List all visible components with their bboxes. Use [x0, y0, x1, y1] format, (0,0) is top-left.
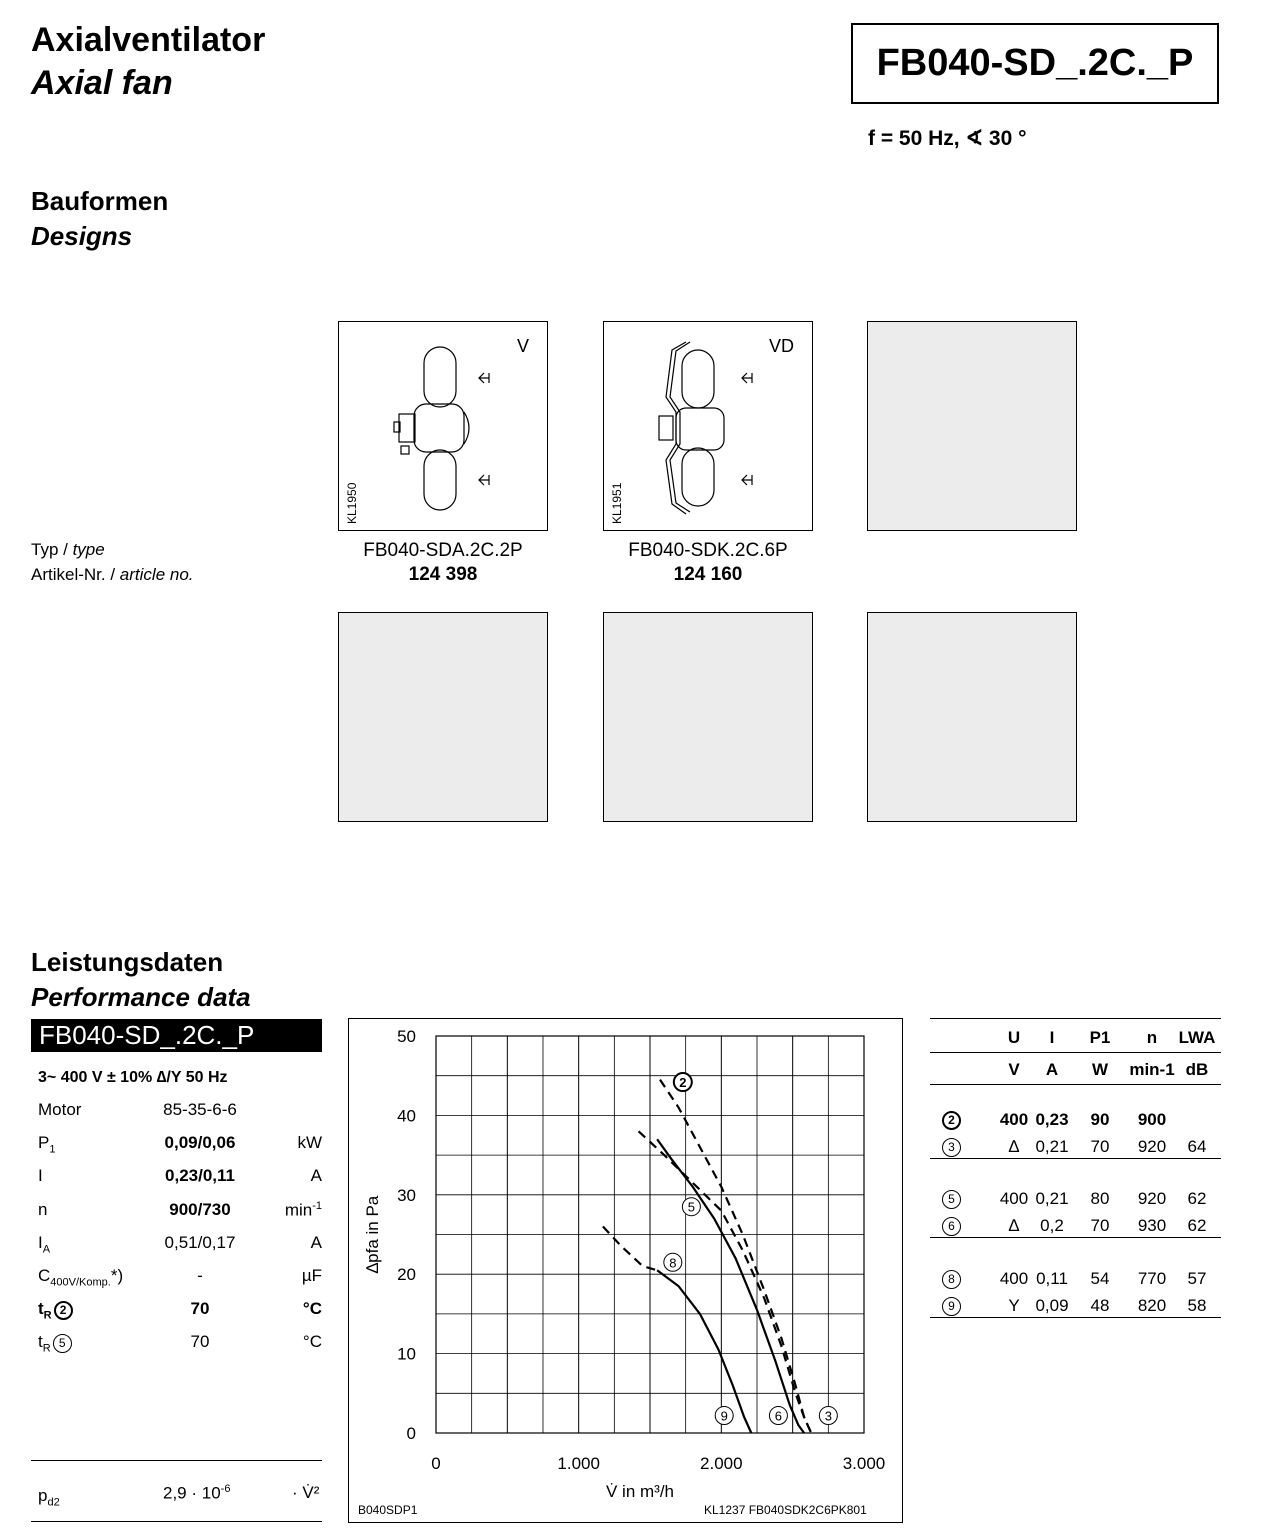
cell-speed: 900 — [1137, 1110, 1167, 1129]
curve-marker-icon: 5 — [942, 1190, 961, 1209]
performance-title-english: Performance data — [31, 982, 251, 1012]
design-placeholder — [867, 612, 1077, 822]
cell-sound: 62 — [1187, 1189, 1207, 1208]
curve-8 — [603, 1227, 657, 1271]
cell-sound: 57 — [1187, 1269, 1207, 1288]
col-header: n — [1146, 1028, 1158, 1047]
cell-current: 0,23 — [1035, 1110, 1069, 1129]
title-english: Axial fan — [31, 64, 173, 102]
type-label: Typ / type — [31, 540, 105, 559]
fan-v-drawing-icon — [339, 322, 549, 532]
cell-power: 80 — [1090, 1189, 1110, 1208]
pd2-label: $p_{d2}$ — [38, 1486, 60, 1509]
spec-value: 70 — [190, 1332, 210, 1352]
design-article: 124 160 — [673, 564, 743, 585]
curve-marker-label: 3 — [824, 1408, 832, 1424]
cell-speed: 930 — [1137, 1215, 1167, 1235]
cell-current: 0,2 — [1040, 1215, 1064, 1235]
design-box-vd — [603, 321, 813, 531]
y-tick-label: 0 — [406, 1424, 416, 1443]
curve-marker-label: 5 — [687, 1199, 695, 1215]
y-tick-label: 10 — [397, 1344, 416, 1364]
cell-power: 70 — [1090, 1136, 1110, 1156]
cell-speed: 820 — [1137, 1295, 1167, 1315]
cell-power: 70 — [1090, 1215, 1110, 1235]
col-unit: V — [1008, 1060, 1020, 1079]
design-placeholder — [338, 612, 548, 822]
design-article: 124 398 — [408, 564, 478, 585]
spec-unit: µF — [301, 1266, 322, 1285]
cell-current: 0,09 — [1035, 1295, 1069, 1315]
cell-power: 54 — [1090, 1269, 1110, 1288]
row-marker — [942, 1111, 961, 1130]
curve-marker-icon: 5 — [53, 1334, 72, 1353]
x-tick-label: 2.000 — [700, 1454, 743, 1473]
spec-value: - — [197, 1266, 203, 1285]
row-marker — [942, 1270, 961, 1289]
x-axis-label: V̇ in m³/h — [605, 1482, 675, 1501]
cell-power: 48 — [1090, 1295, 1110, 1315]
spec-value: 900/730 — [169, 1199, 231, 1219]
spec-label: $t_R$ 2 — [38, 1299, 73, 1321]
cell-sound: 64 — [1187, 1136, 1207, 1156]
title-german: Axialventilator — [31, 21, 266, 59]
col-header: LWA — [1178, 1028, 1216, 1047]
spec-label: n — [38, 1199, 48, 1219]
cell-power: 90 — [1090, 1110, 1110, 1129]
divider — [31, 1460, 322, 1461]
design-box-v — [338, 321, 548, 531]
cell-current: 0,11 — [1036, 1269, 1068, 1288]
y-tick-label: 20 — [397, 1265, 416, 1285]
spec-label: I — [38, 1166, 43, 1186]
curve-9 — [657, 1270, 751, 1433]
spec-unit: $\min^{-1}$ — [284, 1199, 322, 1220]
cell-current: 0,21 — [1035, 1189, 1069, 1208]
drawing-code: KL1950 — [345, 482, 359, 524]
cell-speed: 770 — [1137, 1269, 1167, 1288]
cell-voltage: Y — [1008, 1295, 1020, 1315]
spec-label: $C_{400V/Komp.}*$) — [38, 1266, 124, 1289]
row-marker — [942, 1297, 961, 1316]
spec-value: 85-35-6-6 — [163, 1100, 237, 1119]
row-marker — [942, 1217, 961, 1236]
design-tag: V — [516, 336, 529, 356]
cell-voltage: ∆ — [1008, 1215, 1020, 1235]
y-tick-label: 40 — [397, 1106, 416, 1126]
curve-marker-icon: 9 — [942, 1297, 961, 1316]
cell-voltage: ∆ — [1008, 1136, 1020, 1156]
curve-marker-label: 6 — [774, 1408, 783, 1424]
cell-voltage: 400 — [999, 1269, 1029, 1288]
spec-label: Motor — [38, 1100, 82, 1119]
spec-value: 0,23/0,11 — [165, 1166, 235, 1186]
col-header: P1 — [1089, 1028, 1111, 1047]
design-type: FB040-SDK.2C.6P — [628, 540, 788, 561]
x-tick-label: 3.000 — [842, 1454, 886, 1473]
article-label: Artikel-Nr. / article no. — [31, 565, 194, 584]
model-title-box: FB040-SD_.2C._P — [851, 23, 1219, 104]
col-unit: min-1 — [1129, 1060, 1175, 1079]
spec-label: $t_R$ 5 — [38, 1332, 72, 1354]
curve-marker-icon: 3 — [942, 1138, 961, 1157]
performance-title-german: Leistungsdaten — [31, 947, 224, 977]
cell-voltage: 400 — [999, 1189, 1029, 1208]
x-tick-label: 0 — [431, 1454, 441, 1473]
design-placeholder — [867, 321, 1077, 531]
chart-code-right: KL1237 FB040SDK2C6PK801 — [704, 1503, 867, 1517]
spec-value: 0,51/0,17 — [164, 1232, 236, 1252]
divider — [930, 1084, 1221, 1085]
divider — [31, 1521, 322, 1522]
spec-unit: A — [310, 1232, 322, 1252]
spec-unit: kW — [297, 1133, 322, 1153]
y-tick-label: 30 — [397, 1185, 416, 1205]
row-marker — [942, 1138, 961, 1157]
row-marker — [942, 1190, 961, 1209]
spec-unit: °C — [302, 1299, 322, 1319]
col-unit: dB — [1185, 1060, 1209, 1079]
supply-voltage: 3~ 400 V ± 10% ∆/Y 50 Hz — [38, 1069, 228, 1086]
curve-3 — [639, 1131, 812, 1433]
cell-sound: 62 — [1187, 1215, 1207, 1235]
col-header: U — [1007, 1028, 1021, 1047]
design-type: FB040-SDA.2C.2P — [363, 540, 523, 561]
design-tag: VD — [768, 336, 794, 356]
performance-model-bar: FB040-SD_.2C._P — [31, 1019, 322, 1052]
divider — [930, 1158, 1221, 1159]
cell-sound: 58 — [1187, 1295, 1207, 1315]
y-tick-label: 50 — [397, 1027, 416, 1046]
pd2-value: $2,9 \cdot 10^{-6}$ — [163, 1483, 231, 1503]
spec-value: 0,09/0,06 — [164, 1133, 236, 1153]
curve-marker-icon: 8 — [942, 1270, 961, 1289]
divider — [930, 1317, 1221, 1318]
chart-code-left: B040SDP1 — [358, 1503, 418, 1517]
col-unit: A — [1045, 1060, 1059, 1079]
drawing-code: KL1951 — [610, 482, 624, 524]
spec-label: $P_1$ — [38, 1133, 56, 1156]
spec-label: $I_A$ — [38, 1232, 51, 1256]
curve-marker-icon: 2 — [54, 1301, 73, 1320]
fan-vd-drawing-icon — [604, 322, 814, 532]
frequency-label: f = 50 Hz, ∢ 30 ° — [868, 127, 1027, 150]
cell-current: 0,21 — [1035, 1136, 1069, 1156]
curve-marker-icon: 2 — [942, 1111, 961, 1130]
x-tick-label: 1.000 — [557, 1454, 600, 1473]
col-unit: W — [1091, 1060, 1109, 1079]
curve-marker-label: 8 — [669, 1255, 677, 1271]
cell-voltage: 400 — [999, 1110, 1029, 1129]
designs-title-english: Designs — [31, 221, 133, 251]
cell-speed: 920 — [1137, 1136, 1167, 1156]
curve-marker-label: 9 — [720, 1408, 728, 1424]
design-placeholder — [603, 612, 813, 822]
curve-marker-label: 2 — [679, 1075, 687, 1091]
designs-title-german: Bauformen — [31, 186, 169, 216]
col-header: I — [1049, 1028, 1055, 1047]
curve-marker-icon: 6 — [942, 1217, 961, 1236]
y-axis-label: ∆pfa in Pa — [363, 1195, 382, 1274]
spec-unit: A — [310, 1166, 322, 1186]
pd2-unit: · V̇² — [292, 1483, 320, 1502]
spec-unit: °C — [302, 1332, 322, 1352]
divider — [930, 1018, 1221, 1019]
divider — [930, 1237, 1221, 1238]
performance-chart — [348, 1018, 903, 1523]
divider — [930, 1052, 1221, 1053]
spec-value: 70 — [190, 1299, 210, 1319]
cell-speed: 920 — [1137, 1189, 1167, 1208]
